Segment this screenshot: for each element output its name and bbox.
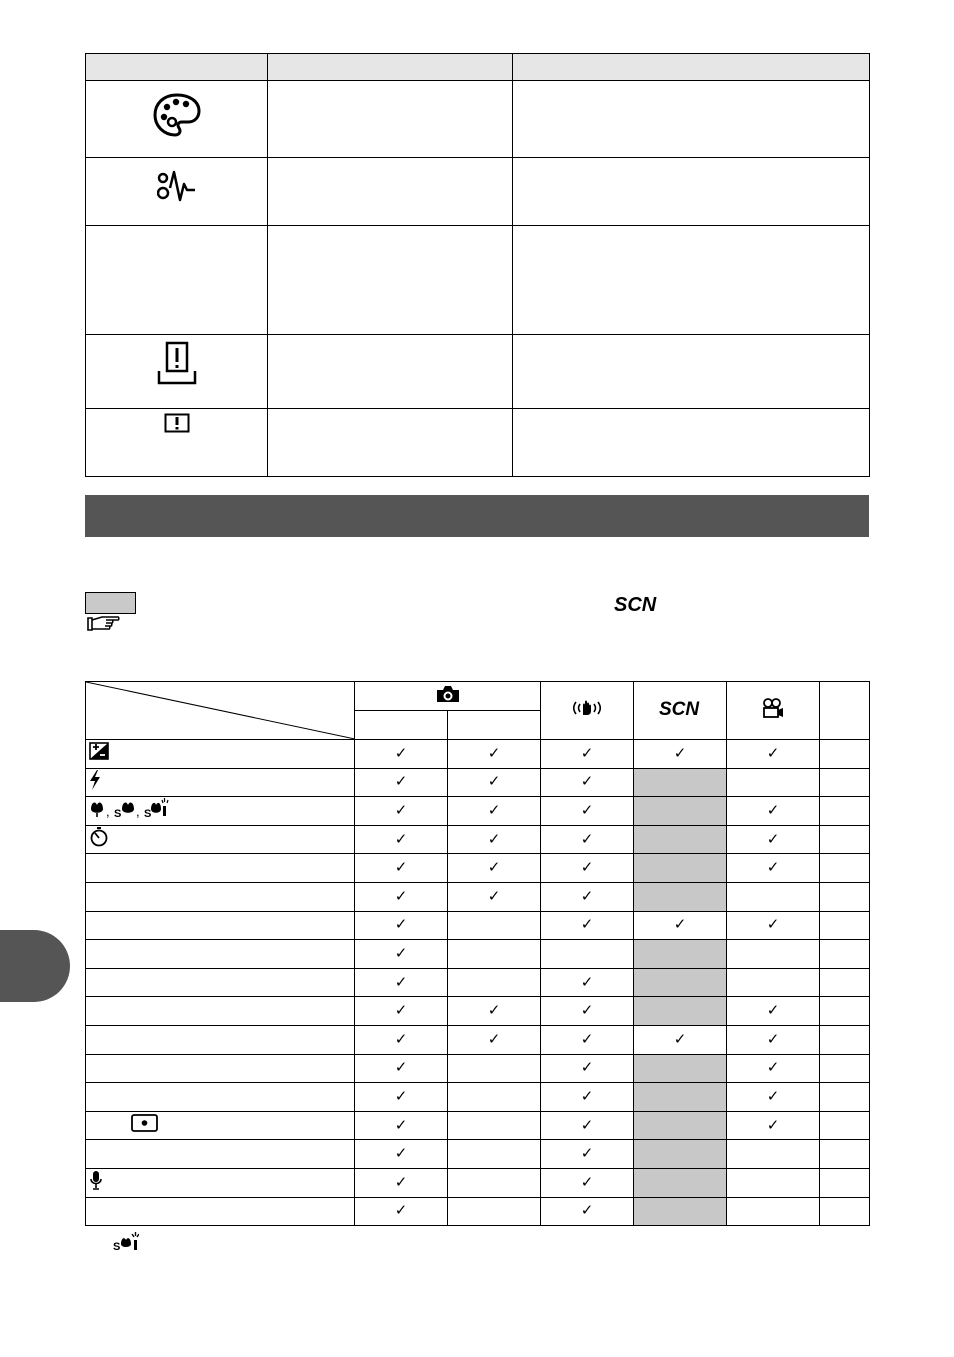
availability-cell-last	[820, 882, 870, 911]
availability-cell-c3	[541, 1168, 634, 1197]
top-table-cell	[268, 409, 513, 477]
top-table-cell	[268, 158, 513, 226]
image-stabilizer-icon	[572, 699, 602, 722]
top-table-icon-cell	[86, 226, 268, 335]
func-table-row	[86, 1111, 870, 1140]
availability-cell-last	[820, 1111, 870, 1140]
availability-cell-last	[820, 854, 870, 883]
availability-cell-c1	[355, 968, 448, 997]
func-table-row	[86, 797, 870, 826]
exposure-compensation-icon	[89, 742, 109, 765]
availability-cell-c5	[727, 911, 820, 940]
check-mark: ✓	[580, 915, 594, 934]
top-table-row	[86, 409, 870, 477]
check-mark: ✓	[580, 1058, 594, 1077]
availability-cell-c1	[355, 911, 448, 940]
availability-cell-c4	[634, 768, 727, 797]
function-name-cell	[86, 882, 355, 911]
func-table-row	[86, 1025, 870, 1054]
availability-cell-c2	[448, 1140, 541, 1169]
availability-cell-c5	[727, 797, 820, 826]
availability-cell-c5	[727, 997, 820, 1026]
top-table-row	[86, 335, 870, 409]
availability-cell-last	[820, 1025, 870, 1054]
availability-cell-c5	[727, 1111, 820, 1140]
super-macro-led-icon	[113, 1232, 139, 1257]
func-table-row	[86, 968, 870, 997]
check-mark: ✓	[766, 743, 780, 762]
check-mark: ✓	[580, 1001, 594, 1020]
func-table-header-row	[86, 682, 870, 711]
availability-cell-c4	[634, 1168, 727, 1197]
top-table-row	[86, 226, 870, 335]
top-table-row	[86, 81, 870, 158]
check-mark: ✓	[394, 1115, 408, 1134]
top-table-cell	[268, 335, 513, 409]
check-mark: ✓	[766, 1086, 780, 1105]
function-name-cell	[86, 1140, 355, 1169]
function-name-cell	[86, 1025, 355, 1054]
func-table-scn-header	[634, 682, 727, 740]
top-table-header-cell	[513, 54, 870, 81]
function-name-cell	[86, 1168, 355, 1197]
check-mark: ✓	[580, 886, 594, 905]
check-mark: ✓	[766, 800, 780, 819]
check-mark: ✓	[580, 1201, 594, 1220]
check-mark: ✓	[394, 1144, 408, 1163]
func-table-row	[86, 1083, 870, 1112]
spot-metering-icon	[89, 1113, 159, 1138]
availability-cell-c3	[541, 882, 634, 911]
availability-cell-c1	[355, 997, 448, 1026]
microphone-icon	[89, 1170, 103, 1195]
availability-cell-c2	[448, 911, 541, 940]
availability-cell-c3	[541, 1111, 634, 1140]
function-name-cell	[86, 911, 355, 940]
availability-cell-c4	[634, 968, 727, 997]
scn-text: SCN	[614, 594, 657, 614]
check-mark: ✓	[766, 1058, 780, 1077]
availability-cell-c5	[727, 968, 820, 997]
check-mark: ✓	[673, 915, 687, 934]
availability-cell-c1	[355, 882, 448, 911]
availability-cell-c5	[727, 768, 820, 797]
check-mark: ✓	[394, 1001, 408, 1020]
warning-box-icon	[164, 413, 190, 438]
availability-cell-c2	[448, 825, 541, 854]
func-table-camera-header	[355, 682, 541, 711]
function-name-cell	[86, 797, 355, 826]
availability-cell-c1	[355, 1054, 448, 1083]
availability-cell-c1	[355, 825, 448, 854]
availability-cell-c3	[541, 1197, 634, 1226]
section-title-bar	[85, 495, 869, 537]
availability-cell-c3	[541, 1025, 634, 1054]
top-table-cell	[513, 158, 870, 226]
check-mark: ✓	[487, 800, 501, 819]
self-timer-icon	[89, 827, 109, 852]
check-mark: ✓	[580, 858, 594, 877]
availability-cell-c2	[448, 797, 541, 826]
availability-cell-c4	[634, 882, 727, 911]
palette-icon	[153, 92, 201, 143]
top-table-icon-cell	[86, 158, 268, 226]
availability-cell-last	[820, 997, 870, 1026]
func-table-subheader-cell	[355, 711, 448, 740]
check-mark: ✓	[394, 943, 408, 962]
availability-cell-c1	[355, 1111, 448, 1140]
macro-icons	[89, 798, 169, 823]
flash-icon	[89, 770, 101, 795]
check-mark: ✓	[394, 1058, 408, 1077]
availability-cell-last	[820, 1168, 870, 1197]
svg-text:,: ,	[136, 804, 140, 819]
availability-cell-c1	[355, 1140, 448, 1169]
availability-cell-c5	[727, 740, 820, 769]
availability-cell-last	[820, 768, 870, 797]
availability-cell-c4	[634, 911, 727, 940]
check-mark: ✓	[580, 1172, 594, 1191]
check-mark: ✓	[394, 743, 408, 762]
availability-cell-c2	[448, 1054, 541, 1083]
availability-cell-c5	[727, 1025, 820, 1054]
availability-cell-last	[820, 968, 870, 997]
top-table-icon-cell	[86, 335, 268, 409]
func-table-row	[86, 1168, 870, 1197]
top-reference-table	[85, 53, 870, 477]
check-mark: ✓	[580, 972, 594, 991]
check-mark: ✓	[580, 1029, 594, 1048]
availability-cell-c1	[355, 740, 448, 769]
check-mark: ✓	[580, 772, 594, 791]
availability-cell-last	[820, 1083, 870, 1112]
availability-cell-c4	[634, 1140, 727, 1169]
func-table-corner-cell	[86, 682, 355, 740]
top-table-cell	[513, 81, 870, 158]
availability-cell-c4	[634, 997, 727, 1026]
availability-cell-c1	[355, 768, 448, 797]
availability-cell-c5	[727, 1168, 820, 1197]
availability-cell-c3	[541, 768, 634, 797]
function-name-cell	[86, 940, 355, 969]
function-availability-table	[85, 681, 870, 1226]
availability-cell-c5	[727, 940, 820, 969]
check-mark: ✓	[394, 1029, 408, 1048]
availability-cell-c3	[541, 940, 634, 969]
func-table-row	[86, 1197, 870, 1226]
func-table-row	[86, 825, 870, 854]
availability-cell-c2	[448, 968, 541, 997]
svg-text:S: S	[114, 808, 122, 819]
availability-cell-c1	[355, 1083, 448, 1112]
availability-cell-c4	[634, 1025, 727, 1054]
check-mark: ✓	[394, 1086, 408, 1105]
function-name-cell	[86, 1111, 355, 1140]
camera-icon	[436, 685, 460, 708]
check-mark: ✓	[673, 1029, 687, 1048]
function-name-cell	[86, 1197, 355, 1226]
availability-cell-c3	[541, 1083, 634, 1112]
check-mark: ✓	[673, 743, 687, 762]
availability-cell-last	[820, 1197, 870, 1226]
top-table-icon-cell	[86, 409, 268, 477]
check-mark: ✓	[487, 772, 501, 791]
availability-cell-c1	[355, 1168, 448, 1197]
availability-cell-c3	[541, 740, 634, 769]
func-table-last-header	[820, 682, 870, 740]
check-mark: ✓	[766, 1029, 780, 1048]
availability-cell-c2	[448, 1111, 541, 1140]
check-mark: ✓	[766, 829, 780, 848]
function-name-cell	[86, 968, 355, 997]
pointing-hand-icon	[86, 614, 120, 637]
check-mark: ✓	[766, 1001, 780, 1020]
availability-cell-c4	[634, 1083, 727, 1112]
availability-cell-c5	[727, 1083, 820, 1112]
availability-cell-c1	[355, 854, 448, 883]
function-name-cell	[86, 825, 355, 854]
noise-wave-icon	[157, 170, 197, 209]
check-mark: ✓	[394, 886, 408, 905]
top-table-header	[86, 54, 870, 81]
func-table-row	[86, 1054, 870, 1083]
top-table-cell	[513, 335, 870, 409]
check-mark: ✓	[394, 829, 408, 848]
availability-cell-c2	[448, 940, 541, 969]
func-table-row	[86, 911, 870, 940]
func-table-movie-header	[727, 682, 820, 740]
function-name-cell	[86, 1054, 355, 1083]
availability-cell-last	[820, 911, 870, 940]
availability-cell-c3	[541, 825, 634, 854]
check-mark: ✓	[487, 743, 501, 762]
movie-camera-icon	[761, 698, 785, 723]
availability-cell-c5	[727, 882, 820, 911]
top-table-header-cell	[268, 54, 513, 81]
check-mark: ✓	[394, 800, 408, 819]
check-mark: ✓	[580, 800, 594, 819]
availability-cell-c4	[634, 825, 727, 854]
function-name-cell	[86, 1083, 355, 1112]
check-mark: ✓	[487, 829, 501, 848]
check-mark: ✓	[394, 858, 408, 877]
check-mark: ✓	[580, 1086, 594, 1105]
top-table-cell	[268, 226, 513, 335]
availability-cell-c5	[727, 1054, 820, 1083]
function-name-cell	[86, 997, 355, 1026]
availability-cell-c3	[541, 968, 634, 997]
check-mark: ✓	[766, 915, 780, 934]
availability-cell-c4	[634, 854, 727, 883]
availability-cell-c5	[727, 825, 820, 854]
check-mark: ✓	[487, 1029, 501, 1048]
availability-cell-c2	[448, 854, 541, 883]
availability-cell-c4	[634, 940, 727, 969]
availability-cell-last	[820, 1140, 870, 1169]
check-mark: ✓	[580, 1144, 594, 1163]
availability-cell-c3	[541, 997, 634, 1026]
svg-text:S: S	[144, 808, 152, 819]
func-table-row	[86, 768, 870, 797]
check-mark: ✓	[766, 858, 780, 877]
func-table-stabilizer-header	[541, 682, 634, 740]
function-name-cell	[86, 740, 355, 769]
availability-cell-last	[820, 740, 870, 769]
function-name-cell	[86, 854, 355, 883]
availability-cell-c4	[634, 1197, 727, 1226]
scn-mode-label	[614, 594, 662, 619]
check-mark: ✓	[394, 915, 408, 934]
check-mark: ✓	[580, 829, 594, 848]
availability-cell-last	[820, 797, 870, 826]
availability-cell-c2	[448, 1083, 541, 1112]
availability-cell-c2	[448, 1197, 541, 1226]
check-mark: ✓	[580, 1115, 594, 1134]
chapter-side-tab	[0, 930, 70, 1002]
availability-cell-c4	[634, 1111, 727, 1140]
availability-cell-c2	[448, 1025, 541, 1054]
check-mark: ✓	[394, 772, 408, 791]
availability-cell-c2	[448, 997, 541, 1026]
availability-cell-c5	[727, 1197, 820, 1226]
check-mark: ✓	[487, 886, 501, 905]
check-mark: ✓	[394, 1172, 408, 1191]
availability-cell-last	[820, 940, 870, 969]
card-warning-icon	[157, 341, 197, 390]
top-table-cell	[513, 226, 870, 335]
check-mark: ✓	[394, 1201, 408, 1220]
function-name-cell	[86, 768, 355, 797]
func-table-subheader-cell	[448, 711, 541, 740]
availability-cell-c2	[448, 768, 541, 797]
top-table-row	[86, 158, 870, 226]
availability-cell-c3	[541, 854, 634, 883]
top-table-icon-cell	[86, 81, 268, 158]
func-table-body	[86, 740, 870, 1226]
availability-cell-c2	[448, 740, 541, 769]
availability-cell-c4	[634, 797, 727, 826]
availability-cell-c3	[541, 1054, 634, 1083]
availability-cell-last	[820, 1054, 870, 1083]
availability-cell-c4	[634, 740, 727, 769]
top-table-cell	[268, 81, 513, 158]
func-table-row	[86, 1140, 870, 1169]
func-table-row	[86, 997, 870, 1026]
availability-cell-c1	[355, 797, 448, 826]
check-mark: ✓	[766, 1115, 780, 1134]
availability-cell-c3	[541, 797, 634, 826]
availability-cell-c2	[448, 1168, 541, 1197]
availability-cell-last	[820, 825, 870, 854]
availability-cell-c5	[727, 1140, 820, 1169]
scn-header-text: SCN	[659, 699, 700, 718]
note-label-box	[85, 592, 136, 614]
check-mark: ✓	[487, 1001, 501, 1020]
availability-cell-c5	[727, 854, 820, 883]
availability-cell-c1	[355, 1025, 448, 1054]
top-table-cell	[513, 409, 870, 477]
check-mark: ✓	[580, 743, 594, 762]
availability-cell-c2	[448, 882, 541, 911]
availability-cell-c3	[541, 1140, 634, 1169]
svg-text:S: S	[113, 1241, 121, 1252]
func-table-row	[86, 940, 870, 969]
func-table-row	[86, 740, 870, 769]
availability-cell-c4	[634, 1054, 727, 1083]
availability-cell-c1	[355, 940, 448, 969]
func-table-row	[86, 882, 870, 911]
svg-text:,: ,	[106, 804, 110, 819]
availability-cell-c3	[541, 911, 634, 940]
check-mark: ✓	[394, 972, 408, 991]
availability-cell-c1	[355, 1197, 448, 1226]
top-table-header-cell	[86, 54, 268, 81]
check-mark: ✓	[487, 858, 501, 877]
func-table-row	[86, 854, 870, 883]
